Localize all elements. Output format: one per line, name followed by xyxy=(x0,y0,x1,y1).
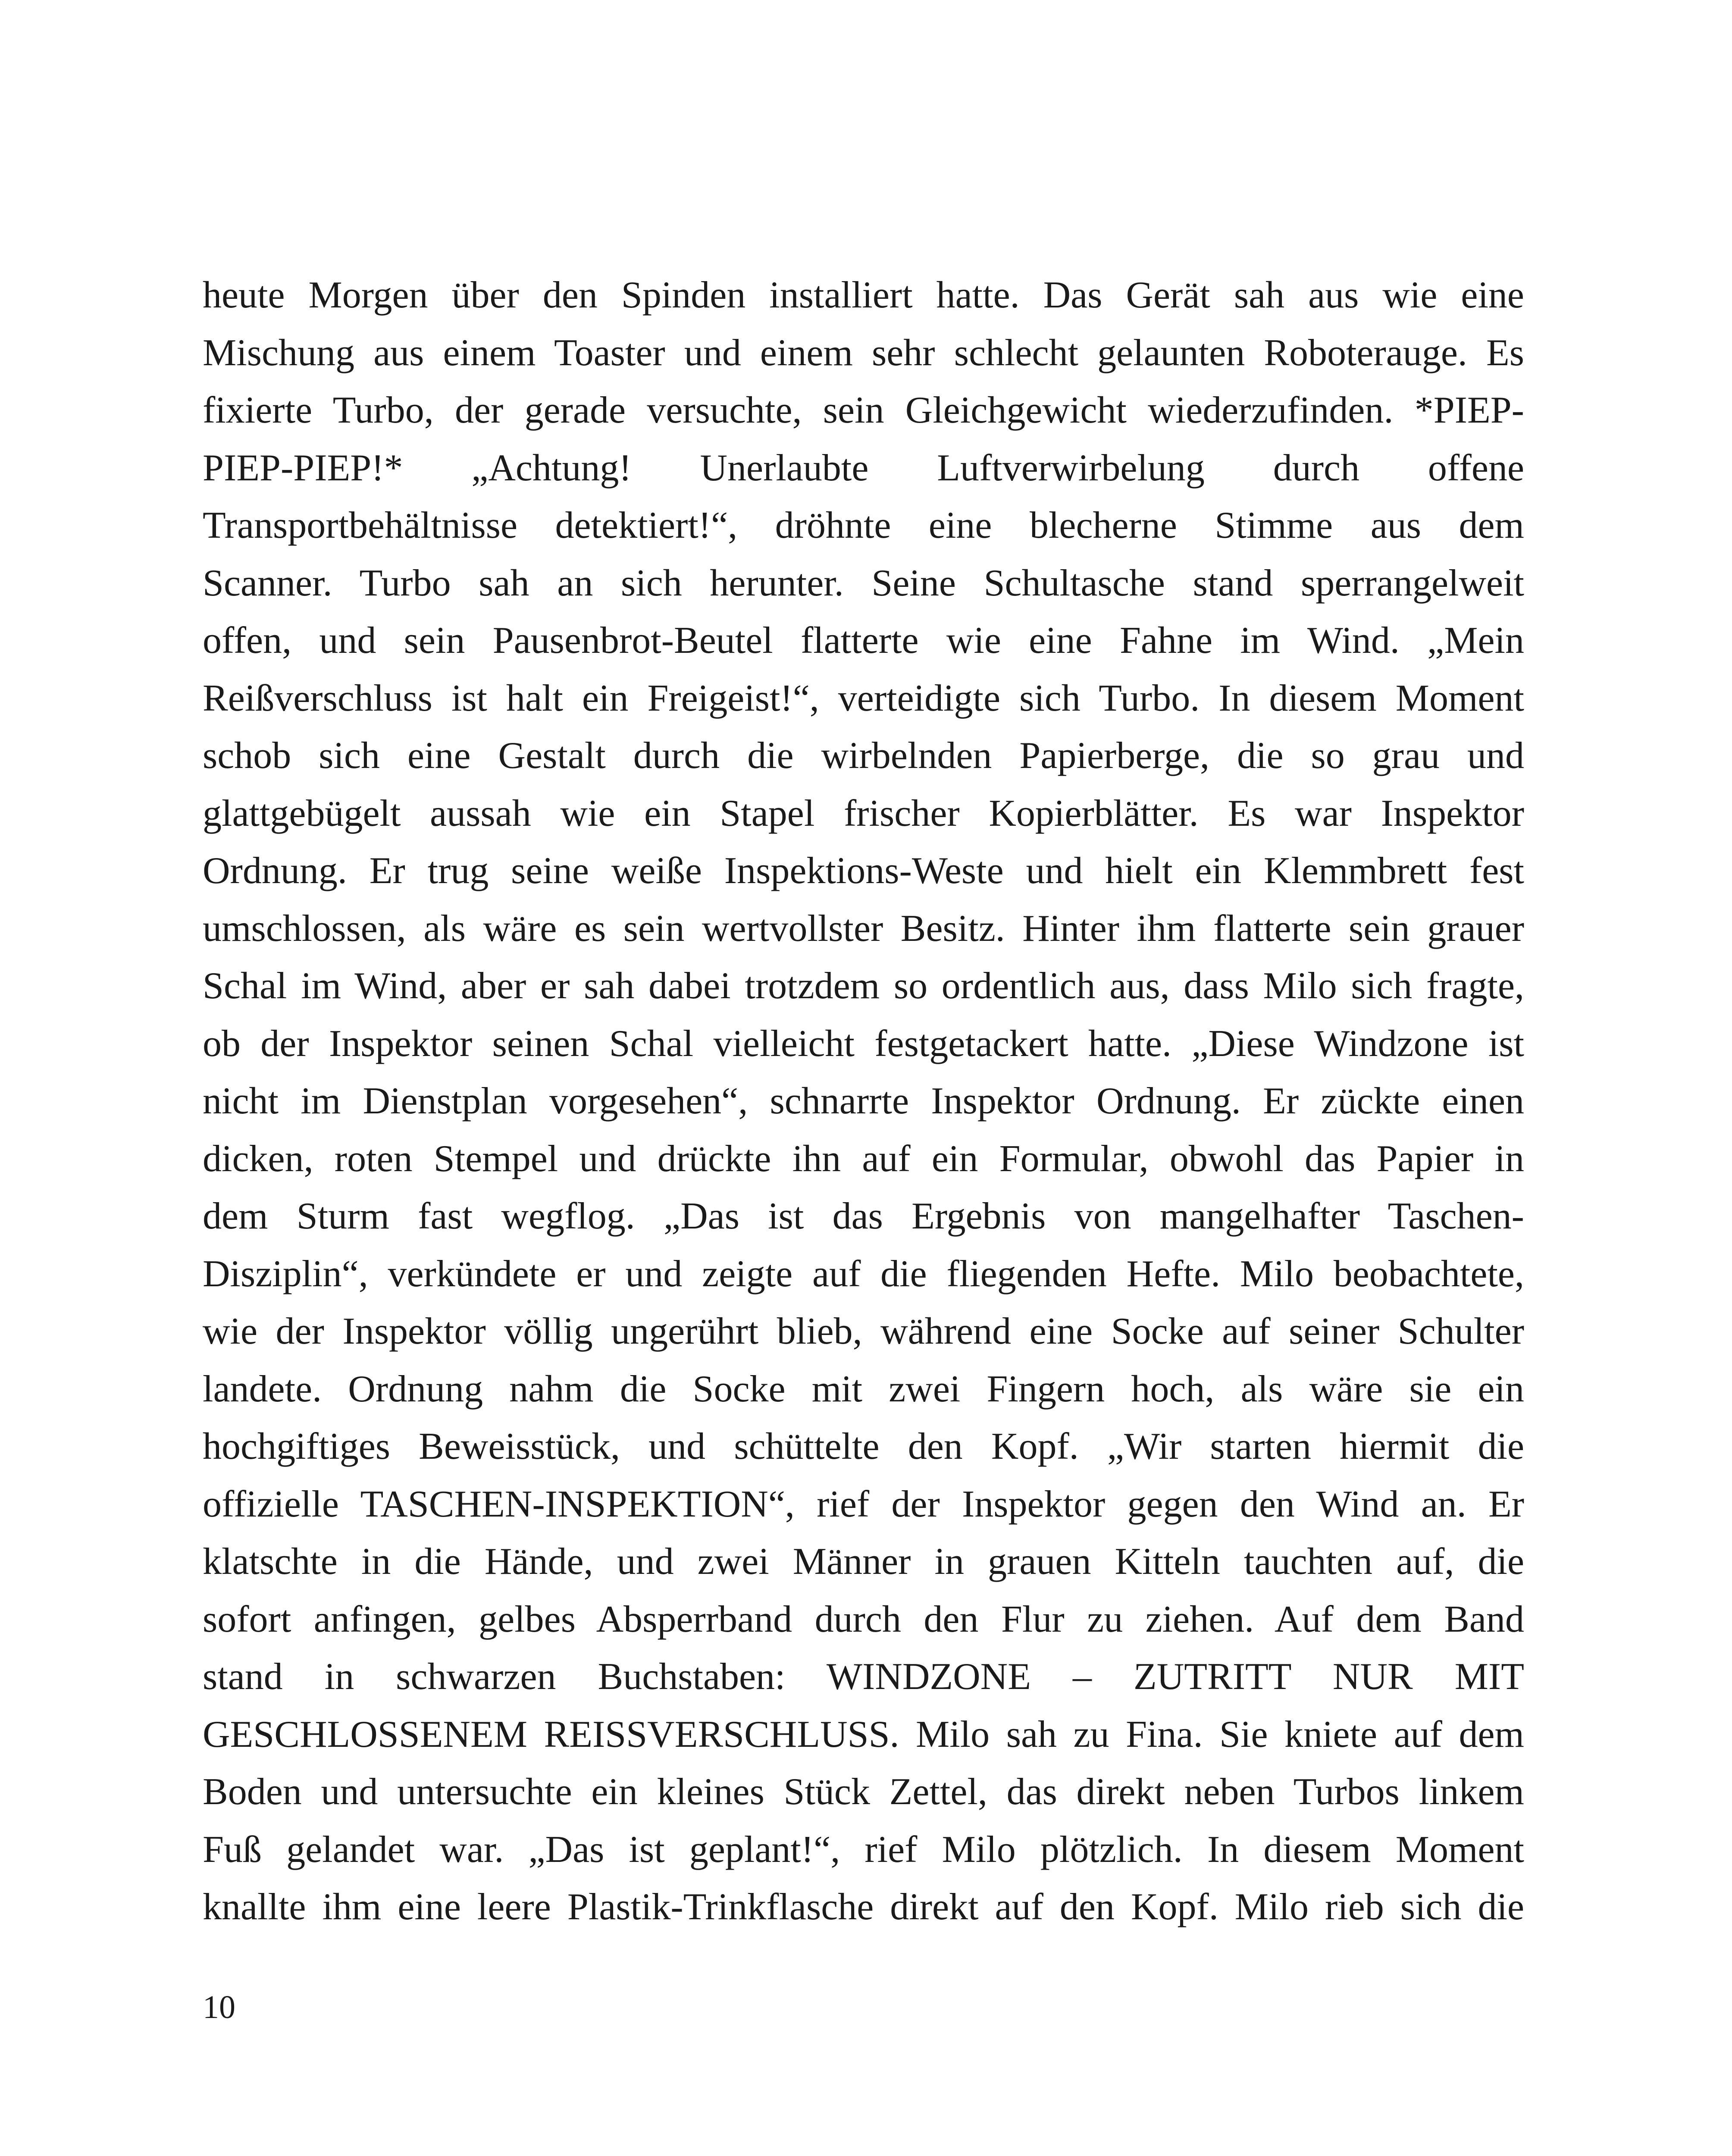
text-line: sofort anfingen, gelbes Absperrband durch den Flur zu ziehen. Auf dem Band xyxy=(203,1598,1524,1640)
text-line: nicht im Dienstplan vorgesehen“, schnarrte Inspektor Ordnung. Er zückte einen xyxy=(203,1080,1524,1122)
text-line: GESCHLOSSENEM REISSVERSCHLUSS. Milo sah zu Fina. Sie kniete auf dem xyxy=(203,1713,1524,1755)
text-line: Disziplin“, verkündete er und zeigte auf die fliegenden Hefte. Milo beobachtete, xyxy=(203,1253,1524,1295)
text-line: Reißverschluss ist halt ein Freigeist!“, verteidigte sich Turbo. In diesem Moment xyxy=(203,677,1524,719)
text-line: dicken, roten Stempel und drückte ihn auf ein Formular, obwohl das Papier in xyxy=(203,1138,1524,1180)
text-line: Transportbehältnisse detektiert!“, dröhnte eine blecherne Stimme aus dem xyxy=(203,505,1524,546)
text-line: Mischung aus einem Toaster und einem sehr schlecht gelaunten Roboterauge. Es xyxy=(203,332,1524,374)
text-line: Boden und untersuchte ein kleines Stück Zettel, das direkt neben Turbos linkem xyxy=(203,1771,1524,1813)
body-text xyxy=(203,266,1524,1936)
text-line: PIEP-PIEP!* „Achtung! Unerlaubte Luftverwirbelung durch offene xyxy=(203,447,1524,489)
text-line: offizielle TASCHEN-INSPEKTION“, rief der Inspektor gegen den Wind an. Er xyxy=(203,1483,1524,1525)
text-line: heute Morgen über den Spinden installiert hatte. Das Gerät sah aus wie eine xyxy=(203,274,1524,316)
text-line: fixierte Turbo, der gerade versuchte, sein Gleichgewicht wiederzufinden. *PIEP- xyxy=(203,389,1524,431)
text-line: landete. Ordnung nahm die Socke mit zwei Fingern hoch, als wäre sie ein xyxy=(203,1368,1524,1410)
text-line: wie der Inspektor völlig ungerührt blieb, während eine Socke auf seiner Schulter xyxy=(203,1310,1524,1352)
text-line: Scanner. Turbo sah an sich herunter. Seine Schultasche stand sperrangelweit xyxy=(203,562,1524,604)
text-line: ob der Inspektor seinen Schal vielleicht festgetackert hatte. „Diese Windzone ist xyxy=(203,1022,1524,1065)
text-line: offen, und sein Pausenbrot-Beutel flatterte wie eine Fahne im Wind. „Mein xyxy=(203,620,1524,661)
text-line: umschlossen, als wäre es sein wertvollster Besitz. Hinter ihm flatterte sein grauer xyxy=(203,907,1524,950)
text-line: knallte ihm eine leere Plastik-Trinkflasche direkt auf den Kopf. Milo rieb sich die xyxy=(203,1886,1524,1928)
text-line: Ordnung. Er trug seine weiße Inspektions-Weste und hielt ein Klemmbrett fest xyxy=(203,850,1524,892)
text-line: schob sich eine Gestalt durch die wirbelnden Papierberge, die so grau und xyxy=(203,735,1524,777)
text-line: stand in schwarzen Buchstaben: WINDZONE – ZUTRITT NUR MIT xyxy=(203,1656,1524,1698)
text-line: klatschte in die Hände, und zwei Männer in grauen Kitteln tauchten auf, die xyxy=(203,1541,1524,1583)
text-line: Schal im Wind, aber er sah dabei trotzdem so ordentlich aus, dass Milo sich fragte, xyxy=(203,965,1524,1007)
text-line: dem Sturm fast wegflog. „Das ist das Ergebnis von mangelhafter Taschen- xyxy=(203,1195,1524,1237)
text-line: glattgebügelt aussah wie ein Stapel frischer Kopierblätter. Es war Inspektor xyxy=(203,792,1524,834)
page-number: 10 xyxy=(203,1989,235,2025)
text-line: hochgiftiges Beweisstück, und schüttelte den Kopf. „Wir starten hiermit die xyxy=(203,1426,1524,1467)
text-line: Fuß gelandet war. „Das ist geplant!“, rief Milo plötzlich. In diesem Moment xyxy=(203,1828,1524,1871)
